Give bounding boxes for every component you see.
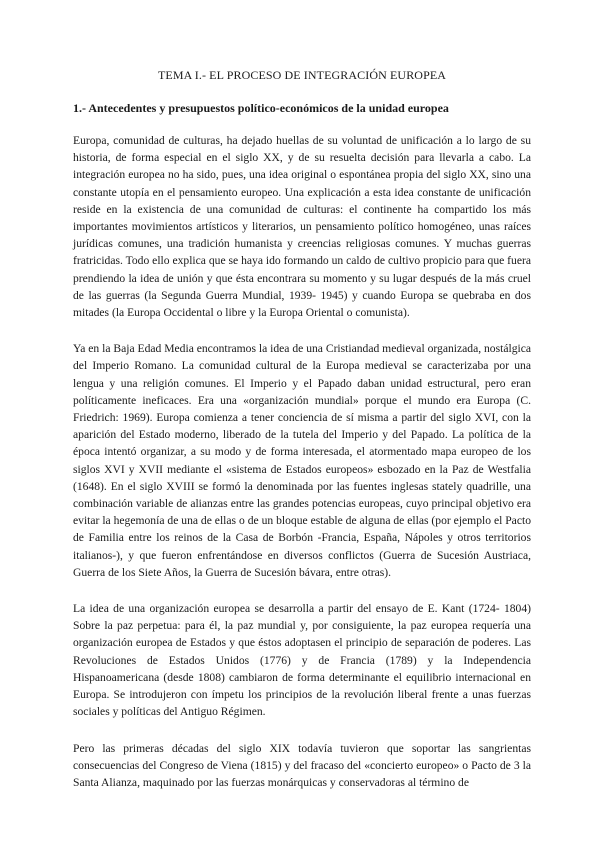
section-heading: 1.- Antecedentes y presupuestos político-económicos de la unidad europea: [73, 101, 449, 115]
paragraph-3: La idea de una organización europea se desarrolla a partir del ensayo de E. Kant (1724- 1804) Sobre la paz perpetua: para él, la paz mundial y, por consiguiente, la paz europea requería una organización europea de Estados y que éstos adoptasen el principio de separación de poderes. Las Revoluciones de Estados Unidos (1776) y de Francia (1789) y la Independencia Hispanoamericana (desde 1808) cambiaron de forma determinante el equilibrio internacional en Europa. Se introdujeron con ímpetu los principios de la revolución liberal frente a unas fuerzas sociales y políticas del Antiguo Régimen.: [73, 602, 531, 719]
document-title: TEMA I.- EL PROCESO DE INTEGRACIÓN EUROPEA: [157, 68, 447, 82]
document-page: [73, 68, 531, 810]
paragraph-2: Ya en la Baja Edad Media encontramos la idea de una Cristiandad medieval organizada, nostálgica del Imperio Romano. La comunidad cultural de la Europa medieval se caracterizaba por una lengua y una religión comunes. El Imperio y el Papado daban unidad estructural, pero eran políticamente ineficaces. Era una «organización mundial» porque el mundo era Europa (C. Friedrich: 1969). Europa comienza a tener conciencia de sí misma a partir del siglo XVI, con la aparición del Estado moderno, liberado de la tutela del Imperio y del Papado. La política de la época intentó organizar, a su modo y de forma interesada, el atormentado mapa europeo de los siglos XVI y XVII mediante el «sistema de Estados europeos» esbozado en la Paz de Westfalia (1648). En el siglo XVIII se formó la denominada por las fuentes inglesas stately quadrille, una combinación variable de alianzas entre las grandes potencias europeas, cuyo principal objetivo era evitar la hegemonía de una de ellas o de un bloque estable de alguna de ellas (por ejemplo el Pacto de Familia entre los reinos de la Casa de Borbón -Francia, España, Nápoles y otros territorios italianos-), y que fueron enfrentándose en diversos conflictos (Guerra de Sucesión Austriaca, Guerra de los Siete Años, la Guerra de Sucesión bávara, entre otras).: [73, 342, 532, 579]
paragraph-1: Europa, comunidad de culturas, ha dejado huellas de su voluntad de unificación a lo largo de su historia, de forma especial en el siglo XX, y de su resuelta decisión para llevarla a cabo. La integración europea no ha sido, pues, una idea original o espontánea propia del siglo XX, sino una constante utopía en el pensamiento europeo. Una explicación a esta idea constante de unificación reside en la existencia de una comunidad de culturas: el continente ha compartido los más importantes movimientos artísticos y literarios, un pensamiento político homogéneo, unas raíces jurídicas comunes, una tradición humanista y creencias religiosas comunes. Y muchas guerras fratricidas. Todo ello explica que se haya ido formando un caldo de cultivo propicio para que fuera prendiendo la idea de unión y que ésta encontrara su momento y su lugar después de la más cruel de las guerras (la Segunda Guerra Mundial, 1939- 1945) y cuando Europa se quebraba en dos mitades (la Europa Occidental o libre y la Europa Oriental o comunista).: [73, 134, 531, 320]
paragraph-4: Pero las primeras décadas del siglo XIX todavía tuvieron que soportar las sangrientas consecuencias del Congreso de Viena (1815) y del fracaso del «concierto europeo» o Pacto de 3 la Santa Alianza, maquinado por las fuerzas monárquicas y conservadoras al término de: [73, 741, 531, 789]
